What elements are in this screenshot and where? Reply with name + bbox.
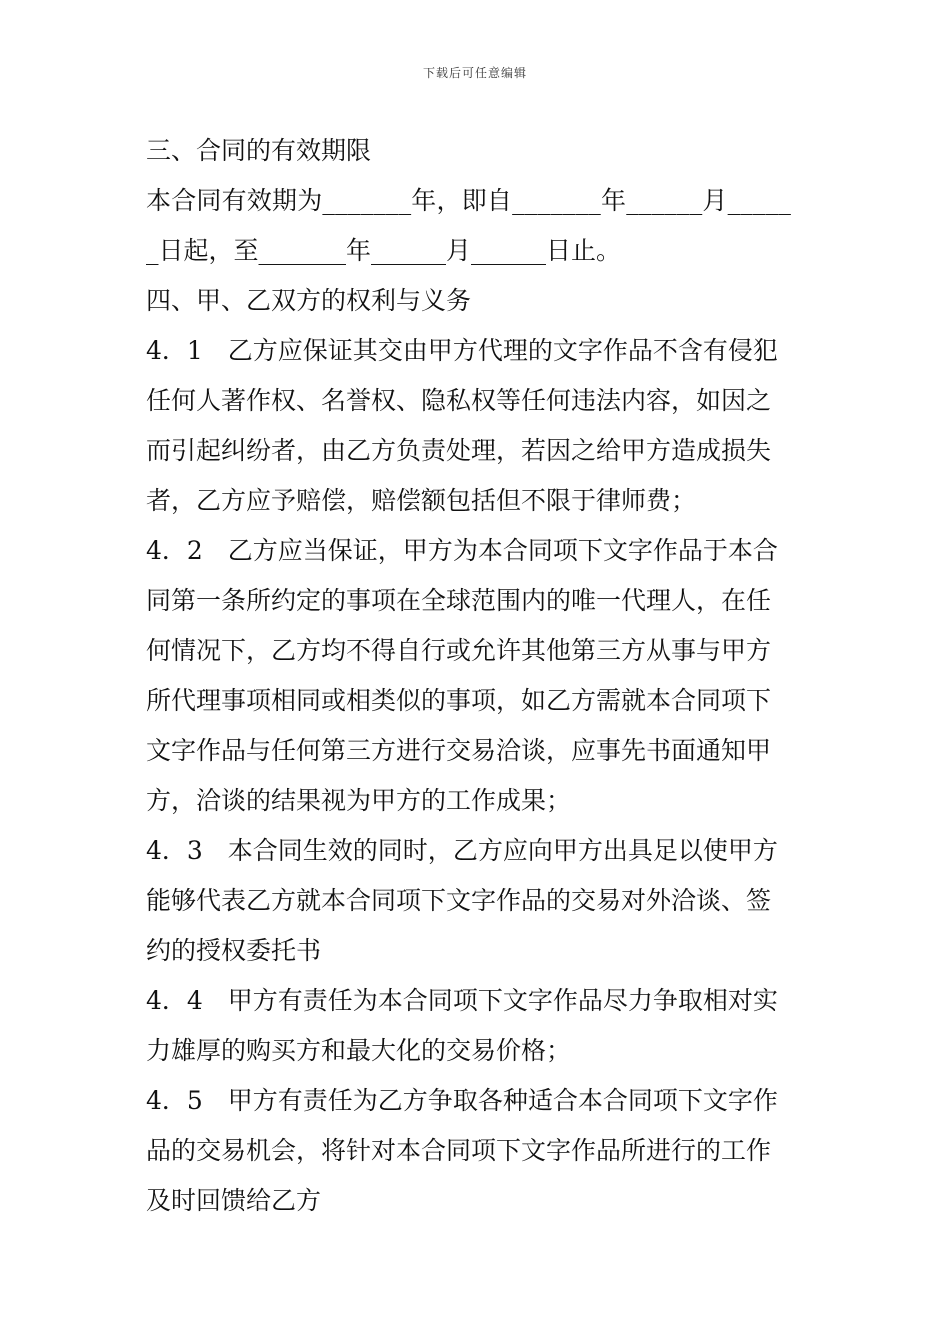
page-header: 下载后可任意编辑 — [422, 66, 527, 80]
clause-4-1-line: 任何人著作权、名誉权、隐私权等任何违法内容，如因之 — [146, 386, 772, 415]
section-heading-rights: 四、甲、乙双方的权利与义务 — [146, 286, 472, 315]
clause-4-2-line: 所代理事项相同或相类似的事项，如乙方需就本合同项下 — [146, 686, 772, 715]
clause-4-2-line: 文字作品与任何第三方进行交易洽谈，应事先书面通知甲 — [146, 736, 772, 765]
clause-4-2-line: 何情况下，乙方均不得自行或允许其他第三方从事与甲方 — [146, 636, 772, 665]
clause-4-5-line: 及时回馈给乙方 — [146, 1186, 322, 1215]
section-heading-term: 三、合同的有效期限 — [146, 136, 372, 165]
clause-4-2-line: 方，洽谈的结果视为甲方的工作成果； — [146, 786, 572, 815]
clause-4-5-line: 品的交易机会，将针对本合同项下文字作品所进行的工作 — [146, 1136, 772, 1165]
clause-4-2-line: 同第一条所约定的事项在全球范围内的唯一代理人，在任 — [146, 586, 772, 615]
clause-4-1-line: 者，乙方应予赔偿，赔偿额包括但不限于律师费； — [146, 486, 697, 515]
clause-4-2-line: 4．2 乙方应当保证，甲方为本合同项下文字作品于本合 — [146, 536, 778, 565]
clause-4-1-line: 4．1 乙方应保证其交由甲方代理的文字作品不含有侵犯 — [146, 336, 778, 365]
clause-4-4-line: 力雄厚的购买方和最大化的交易价格； — [146, 1036, 572, 1065]
paragraph-line: _日起，至_______年______月______日止。 — [146, 236, 622, 265]
clause-4-4-line: 4．4 甲方有责任为本合同项下文字作品尽力争取相对实 — [146, 986, 778, 1015]
clause-4-3-line: 约的授权委托书 — [146, 936, 322, 965]
clause-4-1-line: 而引起纠纷者，由乙方负责处理，若因之给甲方造成损失 — [146, 436, 772, 465]
clause-4-3-line: 4．3 本合同生效的同时，乙方应向甲方出具足以使甲方 — [146, 836, 778, 865]
clause-4-5-line: 4．5 甲方有责任为乙方争取各种适合本合同项下文字作 — [146, 1086, 778, 1115]
document-body — [146, 126, 808, 1226]
paragraph-line: 本合同有效期为_______年，即自_______年______月_____ — [146, 186, 792, 215]
clause-4-3-line: 能够代表乙方就本合同项下文字作品的交易对外洽谈、签 — [146, 886, 772, 915]
